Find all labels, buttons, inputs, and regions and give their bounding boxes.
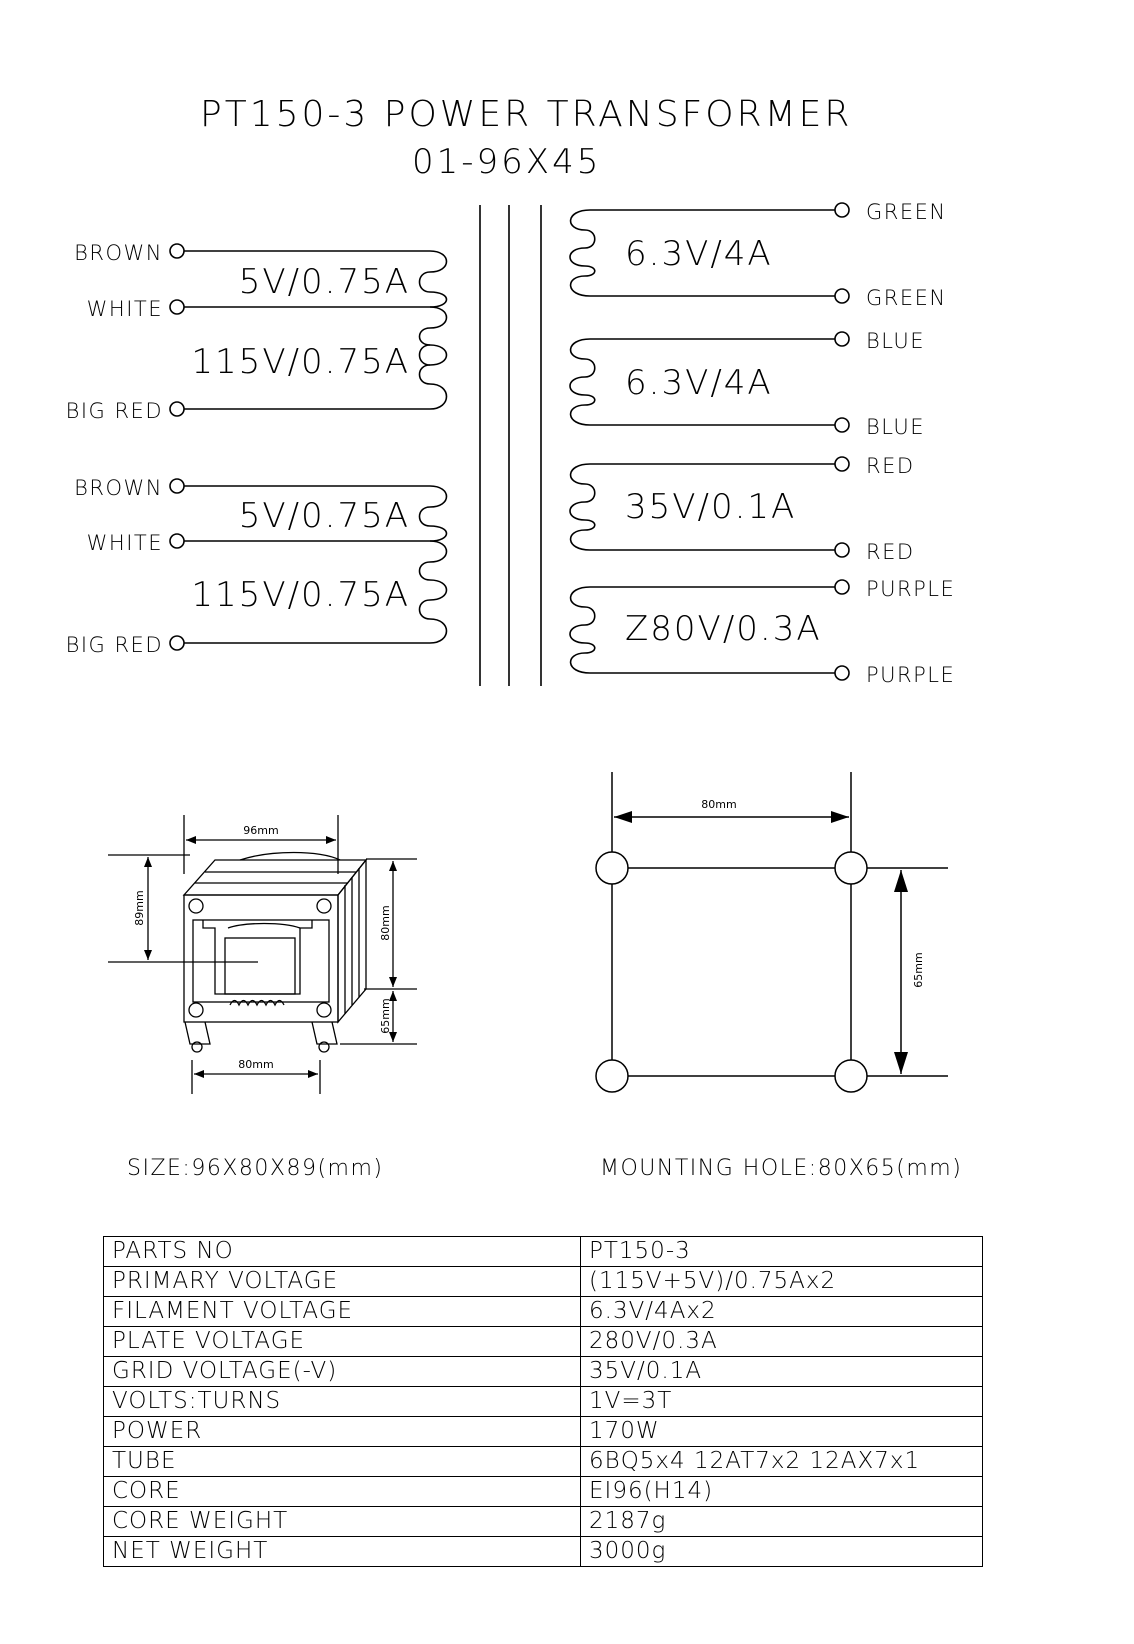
mounting-hole-top-right [835,852,867,884]
dim-core-label: 80mm [379,905,392,941]
primary-1-upper-rating: 5V/0.75A [238,262,410,302]
primary-2-upper-rating: 5V/0.75A [238,496,410,536]
transformer-body-drawing [108,815,417,1094]
secondary-3-bottom-wire: RED [866,540,915,564]
spec-value: 170W [581,1417,983,1447]
specs-table [103,1236,983,1567]
dim-height-label: 89mm [133,890,146,926]
secondary-3-rating: 35V/0.1A [625,487,797,527]
spec-label: PARTS NO [104,1237,581,1267]
secondary-4-bottom-wire: PURPLE [866,663,956,687]
mounting-hole-top-left [596,852,628,884]
secondary-3-top-wire: RED [866,454,915,478]
spec-value: 6.3V/4Ax2 [581,1297,983,1327]
secondary-1-rating: 6.3V/4A [625,234,773,274]
primary-1-lower-rating: 115V/0.75A [191,342,410,382]
spec-value: 2187g [581,1507,983,1537]
spec-row [104,1477,983,1507]
mounting-caption: MOUNTING HOLE:80X65(mm) [600,1156,963,1181]
spec-row [104,1357,983,1387]
size-caption: SIZE:96X80X89(mm) [127,1156,384,1181]
spec-value: EI96(H14) [581,1477,983,1507]
spec-label: NET WEIGHT [104,1537,581,1567]
primary-2-lower-rating: 115V/0.75A [191,575,410,615]
primary-2-bottom-wire: BIG RED [65,633,163,657]
secondary-4-top-wire: PURPLE [866,577,956,601]
primary-1-mid-wire: WHITE [86,297,163,321]
spec-value: (115V+5V)/0.75Ax2 [581,1267,983,1297]
spec-value: 1V=3T [581,1387,983,1417]
mounting-hole-drawing [596,772,948,1092]
spec-label: PRIMARY VOLTAGE [104,1267,581,1297]
primary-1-bottom-wire: BIG RED [65,399,163,423]
spec-label: VOLTS:TURNS [104,1387,581,1417]
spec-row [104,1387,983,1417]
spec-label: CORE WEIGHT [104,1507,581,1537]
dim-foot-label: 80mm [238,1058,274,1071]
primary-2-mid-wire: WHITE [86,531,163,555]
secondary-1-bottom-wire: GREEN [866,286,947,310]
spec-row [104,1507,983,1537]
spec-value: 6BQ5x4 12AT7x2 12AX7x1 [581,1447,983,1477]
spec-row [104,1417,983,1447]
mounting-hole-bottom-left [596,1060,628,1092]
dim-width-label: 96mm [243,824,279,837]
spec-value: 35V/0.1A [581,1357,983,1387]
mounting-dimension-arrows [614,811,908,1074]
primary-2-top-wire: BROWN [74,476,163,500]
spec-row [104,1237,983,1267]
spec-row [104,1267,983,1297]
spec-label: POWER [104,1417,581,1447]
spec-row [104,1537,983,1567]
spec-label: CORE [104,1477,581,1507]
title-line-1: PT150-3 POWER TRANSFORMER [200,94,853,135]
secondary-1-top-wire: GREEN [866,200,947,224]
title-line-2: 01-96X45 [412,142,602,182]
mounting-hole-bottom-right [835,1060,867,1092]
spec-row [104,1447,983,1477]
spec-value: PT150-3 [581,1237,983,1267]
specs-table-body [104,1237,983,1567]
dim-base-label: 65mm [379,998,392,1034]
transformer-core [480,205,541,686]
secondary-2-rating: 6.3V/4A [625,363,773,403]
spec-label: FILAMENT VOLTAGE [104,1297,581,1327]
secondary-2-top-wire: BLUE [866,329,926,353]
spec-label: PLATE VOLTAGE [104,1327,581,1357]
mount-vertical-label: 65mm [912,952,925,988]
spec-value: 280V/0.3A [581,1327,983,1357]
spec-row [104,1327,983,1357]
primary-1-top-wire: BROWN [74,241,163,265]
spec-label: GRID VOLTAGE(-V) [104,1357,581,1387]
mount-horizontal-label: 80mm [701,798,737,811]
secondary-4-rating: Z80V/0.3A [625,609,822,649]
spec-value: 3000g [581,1537,983,1567]
spec-row [104,1297,983,1327]
secondary-2-bottom-wire: BLUE [866,415,926,439]
spec-label: TUBE [104,1447,581,1477]
